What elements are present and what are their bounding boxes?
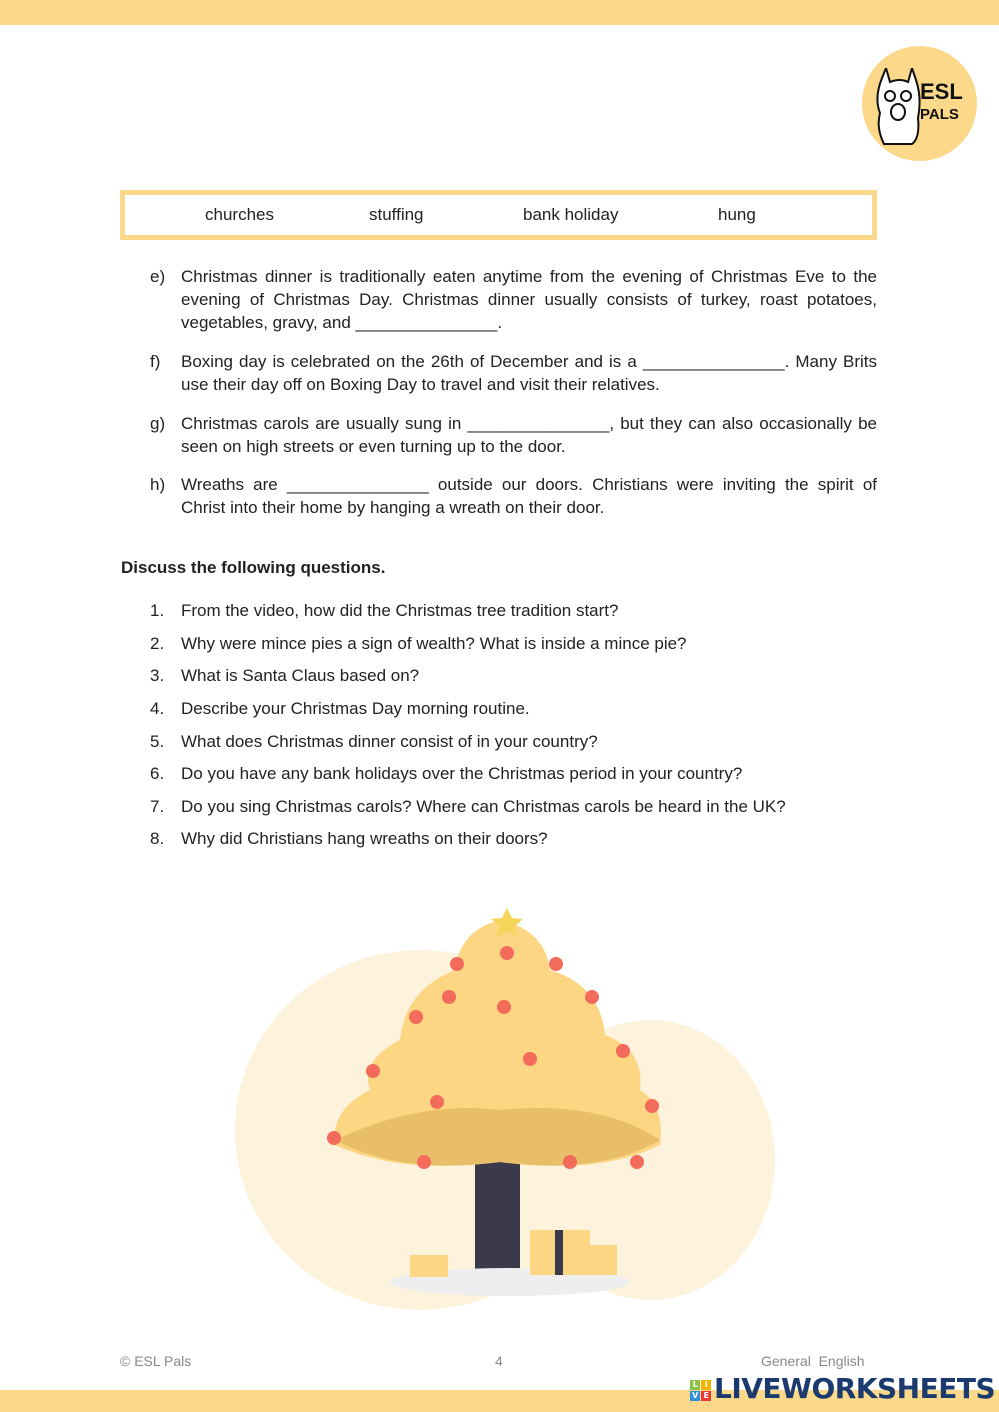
item-text: Boxing day is celebrated on the 26th of December and is a _______________. Many Brits use their day off on Boxing Day to travel and visit their relatives. xyxy=(181,352,877,394)
section-heading: Discuss the following questions. xyxy=(121,558,386,577)
question-text: What does Christmas dinner consist of in your country? xyxy=(181,732,598,751)
word-bank xyxy=(120,190,877,240)
exercise-item xyxy=(150,473,877,519)
christmas-tree-illustration xyxy=(220,900,780,1310)
question-number: 4. xyxy=(150,699,165,718)
word-bank-item: hung xyxy=(718,205,756,224)
question-number: 6. xyxy=(150,764,165,783)
question-item xyxy=(150,732,598,752)
word-bank-item: bank holiday xyxy=(523,205,619,224)
question-number: 1. xyxy=(150,601,165,620)
question-text: Why did Christians hang wreaths on their doors? xyxy=(181,829,548,848)
item-text: Christmas dinner is traditionally eaten anytime from the evening of Christmas Eve to the evening of Christmas Day. Christmas dinner usually consists of turkey, roast potatoes, vegetables, gravy, and _______________. xyxy=(181,267,877,332)
question-item xyxy=(150,666,419,686)
item-label: h) xyxy=(150,475,166,494)
question-item xyxy=(150,699,530,719)
exercise-item xyxy=(150,265,877,334)
logo-letter: E xyxy=(701,1391,711,1401)
item-text: Wreaths are _______________ outside our doors. Christians were inviting the spirit of Christ into their home by hanging a wreath on their door. xyxy=(181,475,877,517)
question-text: Why were mince pies a sign of wealth? What is inside a mince pie? xyxy=(181,634,687,653)
exercise-item xyxy=(150,412,877,458)
item-label: f) xyxy=(150,352,161,371)
question-number: 2. xyxy=(150,634,165,653)
logo-text: PALS xyxy=(920,106,959,123)
question-item xyxy=(150,797,786,817)
question-item xyxy=(150,634,687,654)
question-text: From the video, how did the Christmas tree tradition start? xyxy=(181,601,619,620)
question-text: Do you sing Christmas carols? Where can Christmas carols be heard in the UK? xyxy=(181,797,786,816)
question-text: Do you have any bank holidays over the Christmas period in your country? xyxy=(181,764,743,783)
question-text: What is Santa Claus based on? xyxy=(181,666,420,685)
question-number: 5. xyxy=(150,732,165,751)
copyright-text: © ESL Pals xyxy=(120,1353,192,1369)
top-bar xyxy=(0,0,999,25)
llama-icon xyxy=(872,68,927,148)
question-item xyxy=(150,601,618,621)
logo-letter: I xyxy=(701,1380,711,1390)
live-squares-icon xyxy=(690,1380,711,1401)
question-number: 3. xyxy=(150,666,165,685)
logo-text: ESL xyxy=(920,79,963,104)
page-number: 4 xyxy=(495,1353,503,1369)
logo-letter: V xyxy=(690,1391,700,1401)
question-item xyxy=(150,829,548,849)
word-bank-item: churches xyxy=(205,205,274,224)
course-label: General English xyxy=(761,1353,865,1369)
item-label: e) xyxy=(150,267,166,286)
question-number: 7. xyxy=(150,797,165,816)
liveworksheets-logo[interactable] xyxy=(690,1372,995,1405)
question-text: Describe your Christmas Day morning routine. xyxy=(181,699,530,718)
esl-pals-logo xyxy=(862,46,977,161)
exercise-item xyxy=(150,350,877,396)
item-label: g) xyxy=(150,414,166,433)
brand-name: LIVEWORKSHEETS xyxy=(714,1372,996,1405)
logo-letter: L xyxy=(690,1380,700,1390)
word-bank-item: stuffing xyxy=(369,205,424,224)
question-number: 8. xyxy=(150,829,165,848)
question-item xyxy=(150,764,742,784)
item-text: Christmas carols are usually sung in _______________, but they can also occasionally be seen on high streets or even turning up to the door. xyxy=(181,414,877,456)
